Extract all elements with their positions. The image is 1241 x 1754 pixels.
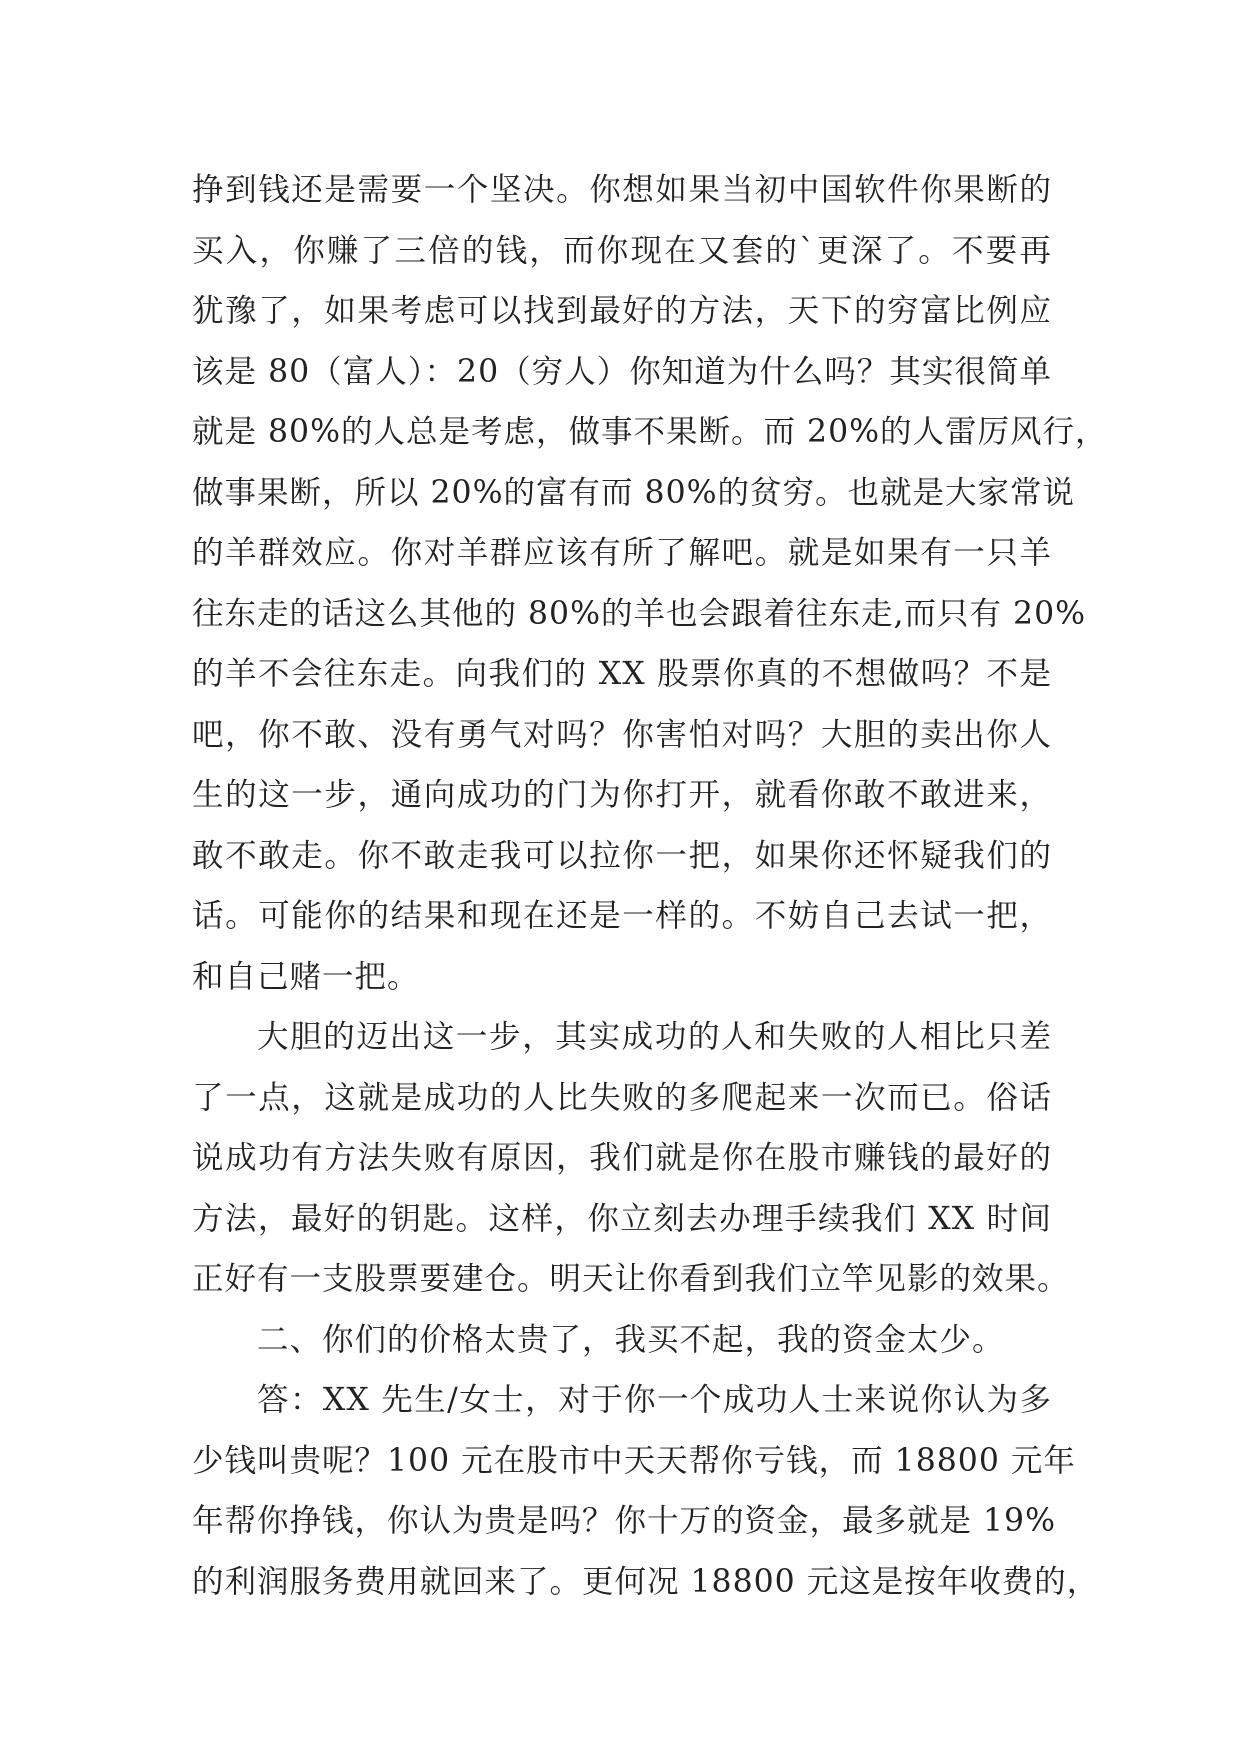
text-line: 吧，你不敢、没有勇气对吗？你害怕对吗？大胆的卖出你人 xyxy=(192,716,1052,753)
text-line: 方法，最好的钥匙。这样，你立刻去办理手续我们 XX 时间 xyxy=(192,1200,1052,1237)
text-line: 往东走的话这么其他的 80%的羊也会跟着往东走,而只有 20% xyxy=(192,595,1087,632)
text-line: 的羊群效应。你对羊群应该有所了解吧。就是如果有一只羊 xyxy=(192,535,1052,571)
text-line: 做事果断，所以 20%的富有而 80%的贫穷。也就是大家常说 xyxy=(192,474,1076,511)
text-line: 说成功有方法失败有原因，我们就是你在股市赚钱的最好的 xyxy=(192,1140,1052,1176)
text-line: 和自己赌一把。 xyxy=(192,958,420,995)
body-text xyxy=(192,160,1108,1612)
paragraph-first-line: 大胆的迈出这一步，其实成功的人和失败的人相比只差 xyxy=(257,1019,1052,1055)
text-line: 生的这一步，通向成功的门为你打开，就看你敢不敢进来， xyxy=(192,777,1052,813)
text-line: 话。可能你的结果和现在还是一样的。不妨自己去试一把， xyxy=(192,898,1052,934)
text-line: 正好有一支股票要建仓。明天让你看到我们立竿见影的效果。 xyxy=(192,1261,1070,1297)
text-line: 年帮你挣钱，你认为贵是吗？你十万的资金，最多就是 19% xyxy=(192,1503,1057,1539)
text-line: 就是 80%的人总是考虑，做事不果断。而 20%的人雷厉风行， xyxy=(192,414,1108,450)
text-line: 少钱叫贵呢？100 元在股市中天天帮你亏钱，而 18800 元年 xyxy=(192,1442,1076,1479)
text-line: 了一点，这就是成功的人比失败的多爬起来一次而已。俗话 xyxy=(192,1079,1052,1116)
section-heading: 二、你们的价格太贵了，我买不起，我的资金太少。 xyxy=(257,1321,1005,1358)
text-line: 该是 80（富人）：20（穷人）你知道为什么吗？其实很简单 xyxy=(192,353,1052,390)
text-line: 犹豫了，如果考虑可以找到最好的方法，天下的穷富比例应 xyxy=(192,293,1052,329)
text-line: 挣到钱还是需要一个坚决。你想如果当初中国软件你果断的 xyxy=(192,172,1052,208)
paragraph-first-line: 答：XX 先生/女士，对于你一个成功人士来说你认为多 xyxy=(257,1382,1052,1418)
text-line: 的羊不会往东走。向我们的 XX 股票你真的不想做吗？不是 xyxy=(192,656,1052,692)
text-line: 买入，你赚了三倍的钱，而你现在又套的`更深了。不要再 xyxy=(192,232,1052,269)
text-line: 敢不敢走。你不敢走我可以拉你一把，如果你还怀疑我们的 xyxy=(192,837,1052,874)
text-line: 的利润服务费用就回来了。更何况 18800 元这是按年收费的， xyxy=(192,1563,1100,1600)
